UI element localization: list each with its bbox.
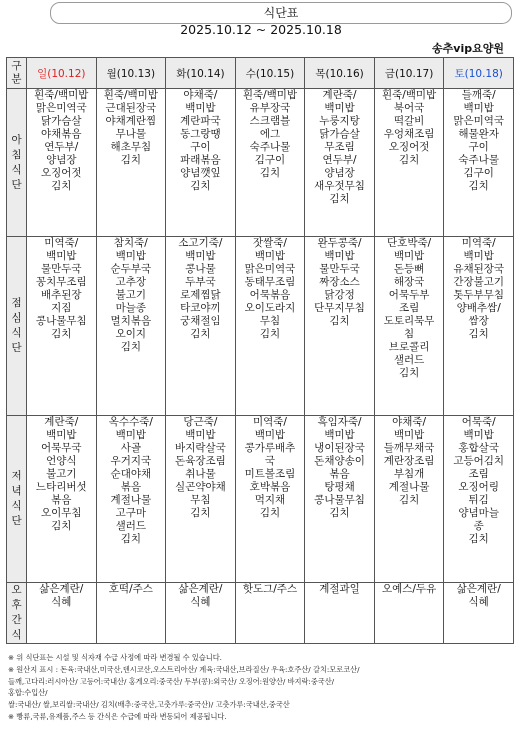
menu-item: 단호박죽/ bbox=[387, 237, 432, 249]
menu-item: 샐러드 bbox=[393, 354, 425, 366]
menu-item: 돈등뼈 bbox=[393, 263, 425, 275]
menu-item: 종 bbox=[473, 520, 484, 532]
menu-item: 오징어젓 bbox=[40, 167, 82, 179]
menu-item: 조림 bbox=[398, 302, 420, 314]
menu-item: 콩가루배추 bbox=[244, 442, 296, 454]
menu-item: 백미밥 bbox=[254, 250, 286, 262]
menu-item: 백미밥 bbox=[46, 250, 77, 262]
menu-item: 연두부/ bbox=[44, 141, 79, 153]
menu-item: 백미밥 bbox=[393, 429, 425, 441]
menu-item: 김치 bbox=[259, 167, 281, 179]
menu-item: 맑은미역국 bbox=[453, 115, 505, 127]
menu-item: 단무지무침 bbox=[314, 302, 365, 314]
menu-item: 야채계란찜 bbox=[105, 115, 157, 127]
menu-item: 배추된장 bbox=[40, 289, 82, 301]
menu-item: 들깨죽/ bbox=[461, 89, 496, 101]
menu-item: 김치 bbox=[259, 328, 281, 340]
day-header: 수(10.15) bbox=[235, 58, 305, 89]
menu-item: 맑은미역국 bbox=[35, 102, 87, 114]
menu-item: 김치 bbox=[190, 507, 211, 519]
menu-item: 김치 bbox=[190, 328, 211, 340]
menu-item: 콩나물 bbox=[185, 263, 216, 275]
menu-item: 도토리묵무 bbox=[383, 315, 435, 327]
menu-item: 물만두국 bbox=[40, 263, 82, 275]
menu-item: 홍합살국 bbox=[458, 442, 499, 454]
menu-cell bbox=[305, 89, 375, 237]
menu-item: 에그 bbox=[259, 128, 281, 140]
menu-item: 샐러드 bbox=[115, 520, 147, 532]
menu-item: 무나물 bbox=[115, 128, 147, 140]
menu-item: 숙주나물 bbox=[249, 141, 291, 153]
menu-item: 오징어젓 bbox=[388, 141, 430, 153]
menu-item: 파래볶음 bbox=[180, 154, 221, 166]
menu-item: 구이 bbox=[468, 141, 489, 153]
menu-item: 호박볶음 bbox=[249, 481, 291, 493]
day-header: 일(10.12) bbox=[27, 58, 97, 89]
menu-item: 돈육장조림 bbox=[175, 455, 226, 467]
menu-item: 짜장소스 bbox=[319, 276, 360, 288]
meal-row bbox=[7, 583, 514, 644]
menu-item: 완두콩죽/ bbox=[317, 237, 362, 249]
menu-item: 김치 bbox=[120, 154, 141, 166]
menu-item: 브로콜리 bbox=[388, 341, 430, 353]
menu-item: 참치죽/ bbox=[113, 237, 148, 249]
menu-cell bbox=[305, 583, 375, 644]
menu-cell bbox=[374, 583, 444, 644]
meal-row bbox=[7, 237, 514, 416]
menu-cell bbox=[27, 416, 97, 583]
menu-item: 양념장 bbox=[46, 154, 77, 166]
title-bar bbox=[50, 2, 512, 24]
menu-item: 김치 bbox=[51, 328, 72, 340]
menu-cell bbox=[444, 89, 514, 237]
menu-item: 숙주나물 bbox=[458, 154, 499, 166]
menu-item: 계절과일 bbox=[319, 583, 360, 595]
menu-item: 무조림 bbox=[324, 141, 355, 153]
menu-item: 언양식 bbox=[46, 455, 77, 467]
day-header-row bbox=[7, 58, 514, 89]
meal-label bbox=[7, 416, 27, 583]
menu-item: 꽁치무조림 bbox=[35, 276, 87, 288]
menu-item: 계란장조림 bbox=[383, 455, 435, 467]
meal-row bbox=[7, 416, 514, 583]
menu-item: 양념깻잎 bbox=[180, 167, 221, 179]
menu-item: 떡갈비 bbox=[393, 115, 425, 127]
menu-item: 김치 bbox=[120, 341, 141, 353]
menu-item: 동그랑땡 bbox=[180, 128, 221, 140]
menu-item: 톳두부무침 bbox=[453, 289, 505, 301]
menu-cell bbox=[166, 416, 236, 583]
menu-item: 오예스/두유 bbox=[381, 583, 437, 595]
menu-cell bbox=[444, 583, 514, 644]
menu-item: 삶은계란/ bbox=[178, 583, 223, 595]
menu-item: 어묵죽/ bbox=[461, 416, 496, 428]
menu-item: 유채된장국 bbox=[453, 263, 505, 275]
menu-item: 김치 bbox=[120, 533, 141, 545]
menu-item: 순대야채 bbox=[110, 468, 152, 480]
menu-cell bbox=[374, 89, 444, 237]
menu-item: 백미밥 bbox=[324, 250, 355, 262]
meal-label bbox=[7, 89, 27, 237]
menu-cell bbox=[166, 237, 236, 416]
menu-item: 소고기죽/ bbox=[178, 237, 223, 249]
corner-label-char: 분 bbox=[11, 73, 22, 85]
note-line: 들깨,고다리:러시아산/ 고등어:국내산/ 홍게오리:중국산/ 두부(콩):외국산/ 오징어:원양산/ 바지락:중국산/ bbox=[8, 676, 335, 686]
note-line: ※ 위 식단표는 시설 및 식자재 수급 사정에 따라 변경될 수 있습니다. bbox=[8, 653, 222, 662]
menu-item: 북어국 bbox=[393, 102, 425, 114]
menu-item: 계란죽/ bbox=[44, 416, 79, 428]
menu-item: 냉이된장국 bbox=[314, 442, 365, 454]
menu-item: 취나물 bbox=[185, 468, 216, 480]
menu-item: 김치 bbox=[398, 154, 420, 166]
menu-item: 미트볼조림 bbox=[244, 468, 296, 480]
menu-item: 계절나물 bbox=[388, 481, 430, 493]
menu-item: 어묵볶음 bbox=[249, 289, 291, 301]
menu-item: 김치 bbox=[190, 180, 211, 192]
menu-item: 양념장 bbox=[324, 167, 355, 179]
menu-cell bbox=[374, 237, 444, 416]
menu-item: 백미밥 bbox=[185, 250, 216, 262]
menu-item: 우거지국 bbox=[110, 455, 152, 467]
menu-item: 어묵두부 bbox=[388, 289, 430, 301]
menu-item: 흰죽/백미밥 bbox=[381, 89, 437, 101]
menu-item: 식혜 bbox=[190, 596, 211, 608]
menu-item: 김치 bbox=[329, 507, 350, 519]
menu-cell bbox=[27, 583, 97, 644]
menu-item: 두부국 bbox=[185, 276, 216, 288]
menu-item: 잣쌀죽/ bbox=[252, 237, 287, 249]
note-line: ※ 원산지 표시 : 돈육:국내산,미국산,덴시코산,오스트리아산/ 계육:국내산,브라질산/ 우육:호주산/ 갈치:모로코산/ bbox=[8, 664, 360, 674]
menu-item: 야채볶음 bbox=[40, 128, 82, 140]
menu-item: 지짐 bbox=[51, 302, 72, 314]
menu-item: 우엉채조림 bbox=[383, 128, 435, 140]
menu-item: 조림 bbox=[468, 468, 489, 480]
menu-item: 백미밥 bbox=[254, 429, 286, 441]
menu-item: 미역죽/ bbox=[461, 237, 496, 249]
menu-item: 부침개 bbox=[393, 468, 425, 480]
menu-item: 양념마늘 bbox=[458, 507, 499, 519]
menu-item: 어묵무국 bbox=[40, 442, 82, 454]
menu-cell bbox=[444, 237, 514, 416]
menu-cell bbox=[235, 416, 305, 583]
date-range: 2025.10.12 ~ 2025.10.18 bbox=[180, 22, 342, 37]
menu-item: 호떡/주스 bbox=[108, 583, 153, 595]
menu-item: 새우젓무침 bbox=[314, 180, 365, 192]
menu-item: 오이도라지 bbox=[244, 302, 296, 314]
menu-item: 느타리버섯 bbox=[35, 481, 87, 493]
meal-label-text: 아침식단 bbox=[11, 133, 22, 191]
menu-body bbox=[7, 89, 514, 644]
menu-item: 해장국 bbox=[393, 276, 425, 288]
menu-item: 간장불고기 bbox=[453, 276, 505, 288]
menu-item: 백미밥 bbox=[185, 102, 216, 114]
menu-item: 백미밥 bbox=[46, 429, 77, 441]
menu-item: 바지락살국 bbox=[175, 442, 226, 454]
menu-cell bbox=[374, 416, 444, 583]
menu-item: 탕평채 bbox=[324, 481, 355, 493]
menu-item: 당근죽/ bbox=[183, 416, 218, 428]
day-header: 화(10.14) bbox=[166, 58, 236, 89]
meal-label-text: 저녁식단 bbox=[11, 470, 22, 527]
menu-item: 닭가슴살 bbox=[319, 128, 360, 140]
menu-item: 연두부/ bbox=[322, 154, 357, 166]
menu-cell bbox=[166, 89, 236, 237]
menu-item: 누룽지탕 bbox=[319, 115, 360, 127]
menu-item: 계절나물 bbox=[110, 494, 152, 506]
menu-item: 계란파국 bbox=[180, 115, 221, 127]
menu-item: 실곤약야채 bbox=[175, 481, 226, 493]
menu-item: 흰죽/백미밥 bbox=[242, 89, 298, 101]
menu-cell bbox=[305, 237, 375, 416]
menu-item: 유부장국 bbox=[249, 102, 291, 114]
menu-item: 김치 bbox=[329, 193, 350, 205]
day-header: 금(10.17) bbox=[374, 58, 444, 89]
menu-item: 무침 bbox=[190, 494, 211, 506]
menu-item: 쌈장 bbox=[468, 315, 489, 327]
menu-item: 양배추쌈/ bbox=[456, 302, 501, 314]
menu-cell bbox=[27, 89, 97, 237]
menu-item: 김구이 bbox=[463, 167, 494, 179]
menu-item: 타코야끼 bbox=[180, 302, 221, 314]
menu-item: 삶은계란/ bbox=[456, 583, 501, 595]
menu-item: 동태무조림 bbox=[244, 276, 296, 288]
menu-item: 김치 bbox=[51, 180, 72, 192]
menu-item: 백미밥 bbox=[324, 429, 355, 441]
menu-item: 근대된장국 bbox=[105, 102, 157, 114]
menu-item: 멸치볶음 bbox=[110, 315, 152, 327]
menu-item: 닭강정 bbox=[324, 289, 355, 301]
menu-item: 국 bbox=[264, 455, 276, 467]
meal-label bbox=[7, 583, 27, 644]
menu-item: 백미밥 bbox=[393, 250, 425, 262]
day-header: 월(10.13) bbox=[96, 58, 166, 89]
menu-item: 돈채양송이 bbox=[314, 455, 365, 467]
menu-item: 해물완자 bbox=[458, 128, 499, 140]
menu-item: 볶음 bbox=[51, 494, 72, 506]
menu-item: 콩나물무침 bbox=[314, 494, 365, 506]
menu-cell bbox=[27, 237, 97, 416]
menu-item: 식혜 bbox=[51, 596, 72, 608]
menu-item: 야채죽/ bbox=[183, 89, 218, 101]
menu-item: 먹지채 bbox=[254, 494, 286, 506]
notes bbox=[8, 652, 518, 723]
menu-cell bbox=[444, 416, 514, 583]
meal-label bbox=[7, 237, 27, 416]
menu-cell bbox=[166, 583, 236, 644]
menu-item: 불고기 bbox=[46, 468, 77, 480]
menu-item: 마늘종 bbox=[115, 302, 147, 314]
menu-item: 김치 bbox=[468, 180, 489, 192]
meal-label-text: 오후간식 bbox=[11, 584, 22, 641]
menu-cell bbox=[305, 416, 375, 583]
menu-item: 볶음 bbox=[120, 481, 141, 493]
menu-item: 미역죽/ bbox=[252, 416, 287, 428]
menu-item: 핫도그/주스 bbox=[242, 583, 298, 595]
menu-item: 김치 bbox=[468, 533, 489, 545]
menu-item: 고등어김치 bbox=[453, 455, 505, 467]
menu-item: 옥수수죽/ bbox=[108, 416, 153, 428]
menu-item: 궁채절임 bbox=[180, 315, 221, 327]
corner-label bbox=[7, 58, 27, 89]
menu-cell bbox=[96, 237, 166, 416]
menu-item: 김치 bbox=[398, 367, 420, 379]
menu-item: 무침 bbox=[259, 315, 281, 327]
menu-item: 김치 bbox=[259, 507, 281, 519]
menu-item: 흑임자죽/ bbox=[317, 416, 362, 428]
menu-item: 오이무침 bbox=[40, 507, 82, 519]
menu-item: 백미밥 bbox=[185, 429, 216, 441]
menu-item: 오징어링 bbox=[458, 481, 499, 493]
menu-item: 김치 bbox=[398, 494, 420, 506]
menu-item: 백미밥 bbox=[324, 102, 355, 114]
menu-item: 백미밥 bbox=[115, 250, 147, 262]
menu-item: 미역죽/ bbox=[44, 237, 79, 249]
menu-cell bbox=[96, 583, 166, 644]
menu-item: 식혜 bbox=[468, 596, 489, 608]
menu-item: 닭가슴살 bbox=[40, 115, 82, 127]
menu-item: 해초무침 bbox=[110, 141, 152, 153]
menu-item: 삶은계란/ bbox=[39, 583, 84, 595]
menu-item: 흰죽/백미밥 bbox=[103, 89, 158, 101]
note-line: 홍합:수입산/ bbox=[8, 688, 48, 698]
menu-item: 고구마 bbox=[115, 507, 147, 519]
menu-cell bbox=[235, 89, 305, 237]
menu-item: 물만두국 bbox=[319, 263, 360, 275]
menu-item: 순두부국 bbox=[110, 263, 152, 275]
menu-item: 콩나물무침 bbox=[35, 315, 87, 327]
menu-table bbox=[6, 57, 514, 644]
menu-item: 계란죽/ bbox=[322, 89, 357, 101]
menu-cell bbox=[96, 89, 166, 237]
menu-item: 볶음 bbox=[329, 468, 350, 480]
menu-item: 김치 bbox=[51, 520, 72, 532]
day-header: 목(10.16) bbox=[305, 58, 375, 89]
menu-item: 불고기 bbox=[115, 289, 147, 301]
facility-name: 송추vip요양원 bbox=[432, 42, 504, 55]
menu-item: 맑은미역국 bbox=[244, 263, 296, 275]
menu-item: 백미밥 bbox=[115, 429, 147, 441]
menu-cell bbox=[235, 583, 305, 644]
day-header: 토(10.18) bbox=[444, 58, 514, 89]
menu-item: 구이 bbox=[190, 141, 211, 153]
menu-cell bbox=[235, 237, 305, 416]
menu-item: 고추장 bbox=[115, 276, 147, 288]
note-line: ※ 빵류,국류,유제품,주스 등 간식은 수급에 따라 변동되어 제공됩니다. bbox=[8, 711, 227, 721]
menu-item: 로제찜닭 bbox=[180, 289, 221, 301]
menu-cell bbox=[96, 416, 166, 583]
menu-item: 들깨무채국 bbox=[383, 442, 435, 454]
meal-label-text: 점심식단 bbox=[11, 297, 22, 354]
meal-row bbox=[7, 89, 514, 237]
menu-item: 김치 bbox=[468, 328, 489, 340]
page-title: 식단표 bbox=[263, 6, 299, 20]
note-line: 쌀:국내산/ 쌀,보리쌀:국내산/ 김치(배추:중국산,고춧가루:중국산)/ 고춧가루:국내산,중국산 bbox=[8, 700, 290, 710]
menu-item: 튀김 bbox=[468, 494, 489, 506]
menu-item: 사골 bbox=[120, 442, 141, 454]
menu-item: 백미밥 bbox=[463, 429, 494, 441]
menu-item: 오이지 bbox=[115, 328, 147, 340]
menu-item: 백미밥 bbox=[463, 102, 494, 114]
menu-item: 야채죽/ bbox=[392, 416, 427, 428]
corner-label-char: 구 bbox=[11, 60, 22, 72]
menu-item: 김치 bbox=[329, 315, 350, 327]
menu-item: 김구이 bbox=[254, 154, 286, 166]
menu-item: 스크램블 bbox=[249, 115, 291, 127]
menu-item: 백미밥 bbox=[463, 250, 494, 262]
menu-item: 침 bbox=[404, 328, 415, 340]
menu-item: 흰죽/백미밥 bbox=[34, 89, 89, 101]
